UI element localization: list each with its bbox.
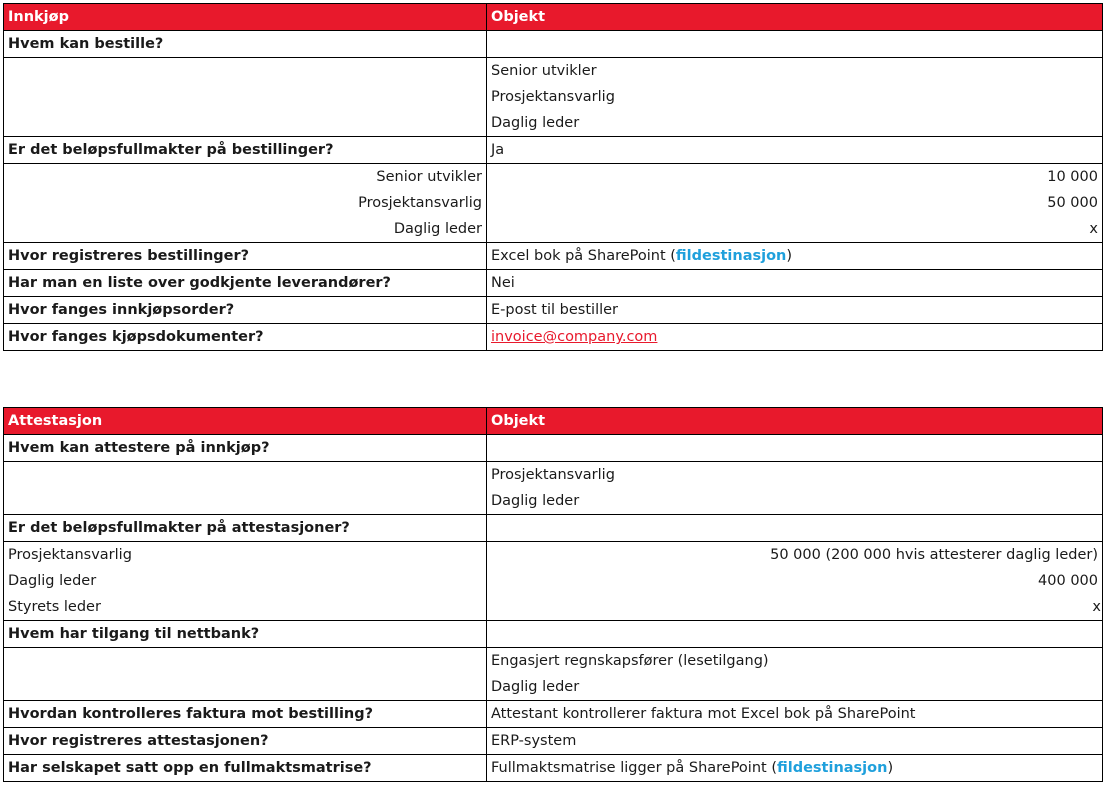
limit-value[interactable]: 50 000 — [487, 190, 1103, 216]
innkjop-header-row — [4, 4, 1103, 31]
table-row — [4, 674, 1103, 701]
table-row — [4, 190, 1103, 216]
table-row — [4, 84, 1103, 110]
innkjop-header-label: Innkjøp — [4, 4, 487, 31]
table-row — [4, 568, 1103, 594]
question-matrix: Har selskapet satt opp en fullmaktsmatrise? — [4, 755, 487, 782]
empty-cell — [4, 110, 487, 137]
question-amount-limits: Er det beløpsfullmakter på bestillinger? — [4, 137, 487, 164]
answer-amount-limits[interactable]: Ja — [487, 137, 1103, 164]
answer-where-registered[interactable]: ERP-system — [487, 728, 1103, 755]
table-row — [4, 164, 1103, 191]
answer-matrix[interactable] — [487, 755, 1103, 782]
table-row — [4, 110, 1103, 137]
table-row — [4, 648, 1103, 675]
limit-role: Prosjektansvarlig — [4, 190, 487, 216]
table-row — [4, 243, 1103, 270]
question-orders: Hvor fanges innkjøpsorder? — [4, 297, 487, 324]
table-row — [4, 728, 1103, 755]
answer-suffix: ) — [786, 248, 793, 264]
list-item[interactable]: Senior utvikler — [487, 58, 1103, 85]
answer-suffix: ) — [887, 760, 894, 776]
list-item[interactable]: Daglig leder — [487, 110, 1103, 137]
table-row — [4, 755, 1103, 782]
answer-prefix: Excel bok på SharePoint ( — [491, 248, 676, 264]
list-item[interactable]: Prosjektansvarlig — [487, 462, 1103, 489]
list-item[interactable]: Daglig leder — [487, 488, 1103, 515]
answer-documents[interactable] — [487, 324, 1103, 351]
answer-suppliers[interactable]: Nei — [487, 270, 1103, 297]
limit-role: Prosjektansvarlig — [4, 542, 487, 569]
answer-prefix: Fullmaktsmatrise ligger på SharePoint ( — [491, 760, 777, 776]
email-link[interactable]: invoice@company.com — [491, 329, 658, 345]
question-documents: Hvor fanges kjøpsdokumenter? — [4, 324, 487, 351]
answer-empty[interactable] — [487, 515, 1103, 542]
table-row — [4, 462, 1103, 489]
question-where-registered: Hvor registreres attestasjonen? — [4, 728, 487, 755]
question-suppliers: Har man en liste over godkjente leverandører? — [4, 270, 487, 297]
answer-control[interactable]: Attestant kontrollerer faktura mot Excel bok på SharePoint — [487, 701, 1103, 728]
table-row — [4, 435, 1103, 462]
question-where-registered: Hvor registreres bestillinger? — [4, 243, 487, 270]
attestasjon-header-object: Objekt — [487, 408, 1103, 435]
limit-value[interactable]: 50 000 (200 000 hvis attesterer daglig leder) — [487, 542, 1103, 569]
limit-value[interactable]: x — [487, 594, 1103, 621]
answer-empty[interactable] — [487, 621, 1103, 648]
attestasjon-header-label: Attestasjon — [4, 408, 487, 435]
empty-cell — [4, 58, 487, 85]
file-destination-link[interactable]: fildestinasjon — [776, 760, 888, 776]
answer-empty[interactable] — [487, 31, 1103, 58]
table-row — [4, 515, 1103, 542]
limit-role: Styrets leder — [4, 594, 487, 621]
list-item[interactable]: Engasjert regnskapsfører (lesetilgang) — [487, 648, 1103, 675]
table-row — [4, 31, 1103, 58]
table-row — [4, 216, 1103, 243]
limit-role: Daglig leder — [4, 216, 487, 243]
table-row — [4, 542, 1103, 569]
limit-role: Senior utvikler — [4, 164, 487, 191]
empty-cell — [4, 462, 487, 489]
limit-value[interactable]: x — [487, 216, 1103, 243]
table-row — [4, 58, 1103, 85]
answer-empty[interactable] — [487, 435, 1103, 462]
table-row — [4, 488, 1103, 515]
table-row — [4, 297, 1103, 324]
attestasjon-header-row — [4, 408, 1103, 435]
table-row — [4, 701, 1103, 728]
table-row — [4, 621, 1103, 648]
answer-orders[interactable]: E-post til bestiller — [487, 297, 1103, 324]
table-row — [4, 137, 1103, 164]
list-item[interactable]: Prosjektansvarlig — [487, 84, 1103, 110]
limit-role: Daglig leder — [4, 568, 487, 594]
innkjop-table — [3, 3, 1103, 351]
table-row — [4, 324, 1103, 351]
question-who-attest: Hvem kan attestere på innkjøp? — [4, 435, 487, 462]
file-destination-link[interactable]: fildestinasjon — [675, 248, 787, 264]
question-netbank: Hvem har tilgang til nettbank? — [4, 621, 487, 648]
question-amount-limits: Er det beløpsfullmakter på attestasjoner? — [4, 515, 487, 542]
question-control: Hvordan kontrolleres faktura mot bestilling? — [4, 701, 487, 728]
innkjop-header-object: Objekt — [487, 4, 1103, 31]
answer-where-registered[interactable] — [487, 243, 1103, 270]
table-row — [4, 270, 1103, 297]
empty-cell — [4, 84, 487, 110]
empty-cell — [4, 648, 487, 675]
empty-cell — [4, 674, 487, 701]
limit-value[interactable]: 10 000 — [487, 164, 1103, 191]
limit-value[interactable]: 400 000 — [487, 568, 1103, 594]
attestasjon-table — [3, 407, 1103, 782]
empty-cell — [4, 488, 487, 515]
list-item[interactable]: Daglig leder — [487, 674, 1103, 701]
table-row — [4, 594, 1103, 621]
question-who-order: Hvem kan bestille? — [4, 31, 487, 58]
